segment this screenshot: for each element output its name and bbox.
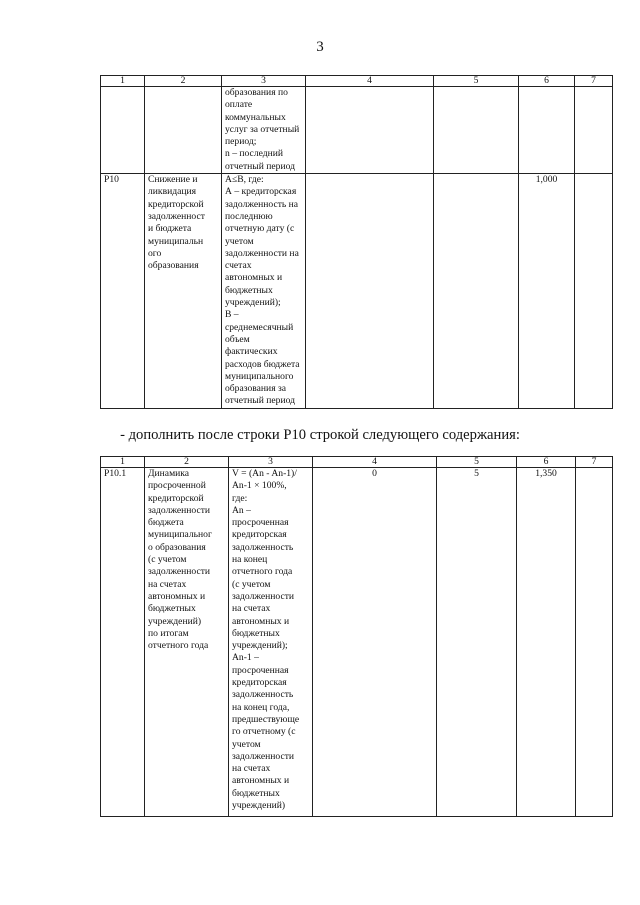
indicators-table-continued bbox=[100, 75, 613, 409]
indicators-table-new-row bbox=[100, 456, 613, 817]
column-number: 7 bbox=[576, 457, 613, 468]
cell-formula: V = (An - An-1)/ An-1 × 100%, где: An – просроченная кредиторская задолженность на конец отчетного года (с учетом задолженности на счетах автономных и бюджетных учреждений); An-1 – просроченная кредиторская задолженность на конец года, предшествующе го отчетному (с учетом задолженности на счетах автономных и бюджетных учреждений) bbox=[229, 468, 313, 817]
column-number: 5 bbox=[434, 76, 519, 87]
cell-indicator bbox=[145, 87, 222, 174]
column-number: 5 bbox=[437, 457, 517, 468]
cell-code: Р10.1 bbox=[101, 468, 145, 817]
column-number: 2 bbox=[145, 76, 222, 87]
cell-code bbox=[101, 87, 145, 174]
column-number: 1 bbox=[101, 457, 145, 468]
cell-formula: A≤B, где: А – кредиторская задолженность на последнюю отчетную дату (с учетом задолженности на счетах автономных и бюджетных учреждений); В – среднемесячный объем фактических расходов бюджета муниципального образования за отчетный период bbox=[222, 174, 306, 409]
cell-col7 bbox=[576, 468, 613, 817]
column-number-row bbox=[101, 457, 613, 468]
cell-col5: 5 bbox=[437, 468, 517, 817]
cell-formula: образования по оплате коммунальных услуг за отчетный период; n – последний отчетный период bbox=[222, 87, 306, 174]
column-number: 4 bbox=[306, 76, 434, 87]
column-number: 3 bbox=[229, 457, 313, 468]
cell-code: Р10 bbox=[101, 174, 145, 409]
cell-indicator: Динамика просроченной кредиторской задолженности бюджета муниципальног о образования (с учетом задолженности на счетах автономных и бюджетных учреждений) по итогам отчетного года bbox=[145, 468, 229, 817]
cell-col6 bbox=[519, 87, 575, 174]
amendment-instruction: - дополнить после строки Р10 строкой следующего содержания: bbox=[120, 427, 520, 443]
cell-col4: 0 bbox=[313, 468, 437, 817]
column-number: 2 bbox=[145, 457, 229, 468]
column-number-row bbox=[101, 76, 613, 87]
cell-col6: 1,350 bbox=[517, 468, 576, 817]
column-number: 4 bbox=[313, 457, 437, 468]
cell-indicator: Снижение и ликвидация кредиторской задолженност и бюджета муниципальн ого образования bbox=[145, 174, 222, 409]
column-number: 3 bbox=[222, 76, 306, 87]
cell-col5 bbox=[434, 174, 519, 409]
column-number: 1 bbox=[101, 76, 145, 87]
table-row-p10 bbox=[101, 174, 613, 409]
page-number: 3 bbox=[316, 39, 324, 55]
cell-col6: 1,000 bbox=[519, 174, 575, 409]
cell-col4 bbox=[306, 174, 434, 409]
cell-col5 bbox=[434, 87, 519, 174]
column-number: 6 bbox=[519, 76, 575, 87]
cell-col4 bbox=[306, 87, 434, 174]
cell-col7 bbox=[575, 174, 613, 409]
table-row-p10-1 bbox=[101, 468, 613, 817]
column-number: 6 bbox=[517, 457, 576, 468]
cell-col7 bbox=[575, 87, 613, 174]
column-number: 7 bbox=[575, 76, 613, 87]
table-row-continued bbox=[101, 87, 613, 174]
